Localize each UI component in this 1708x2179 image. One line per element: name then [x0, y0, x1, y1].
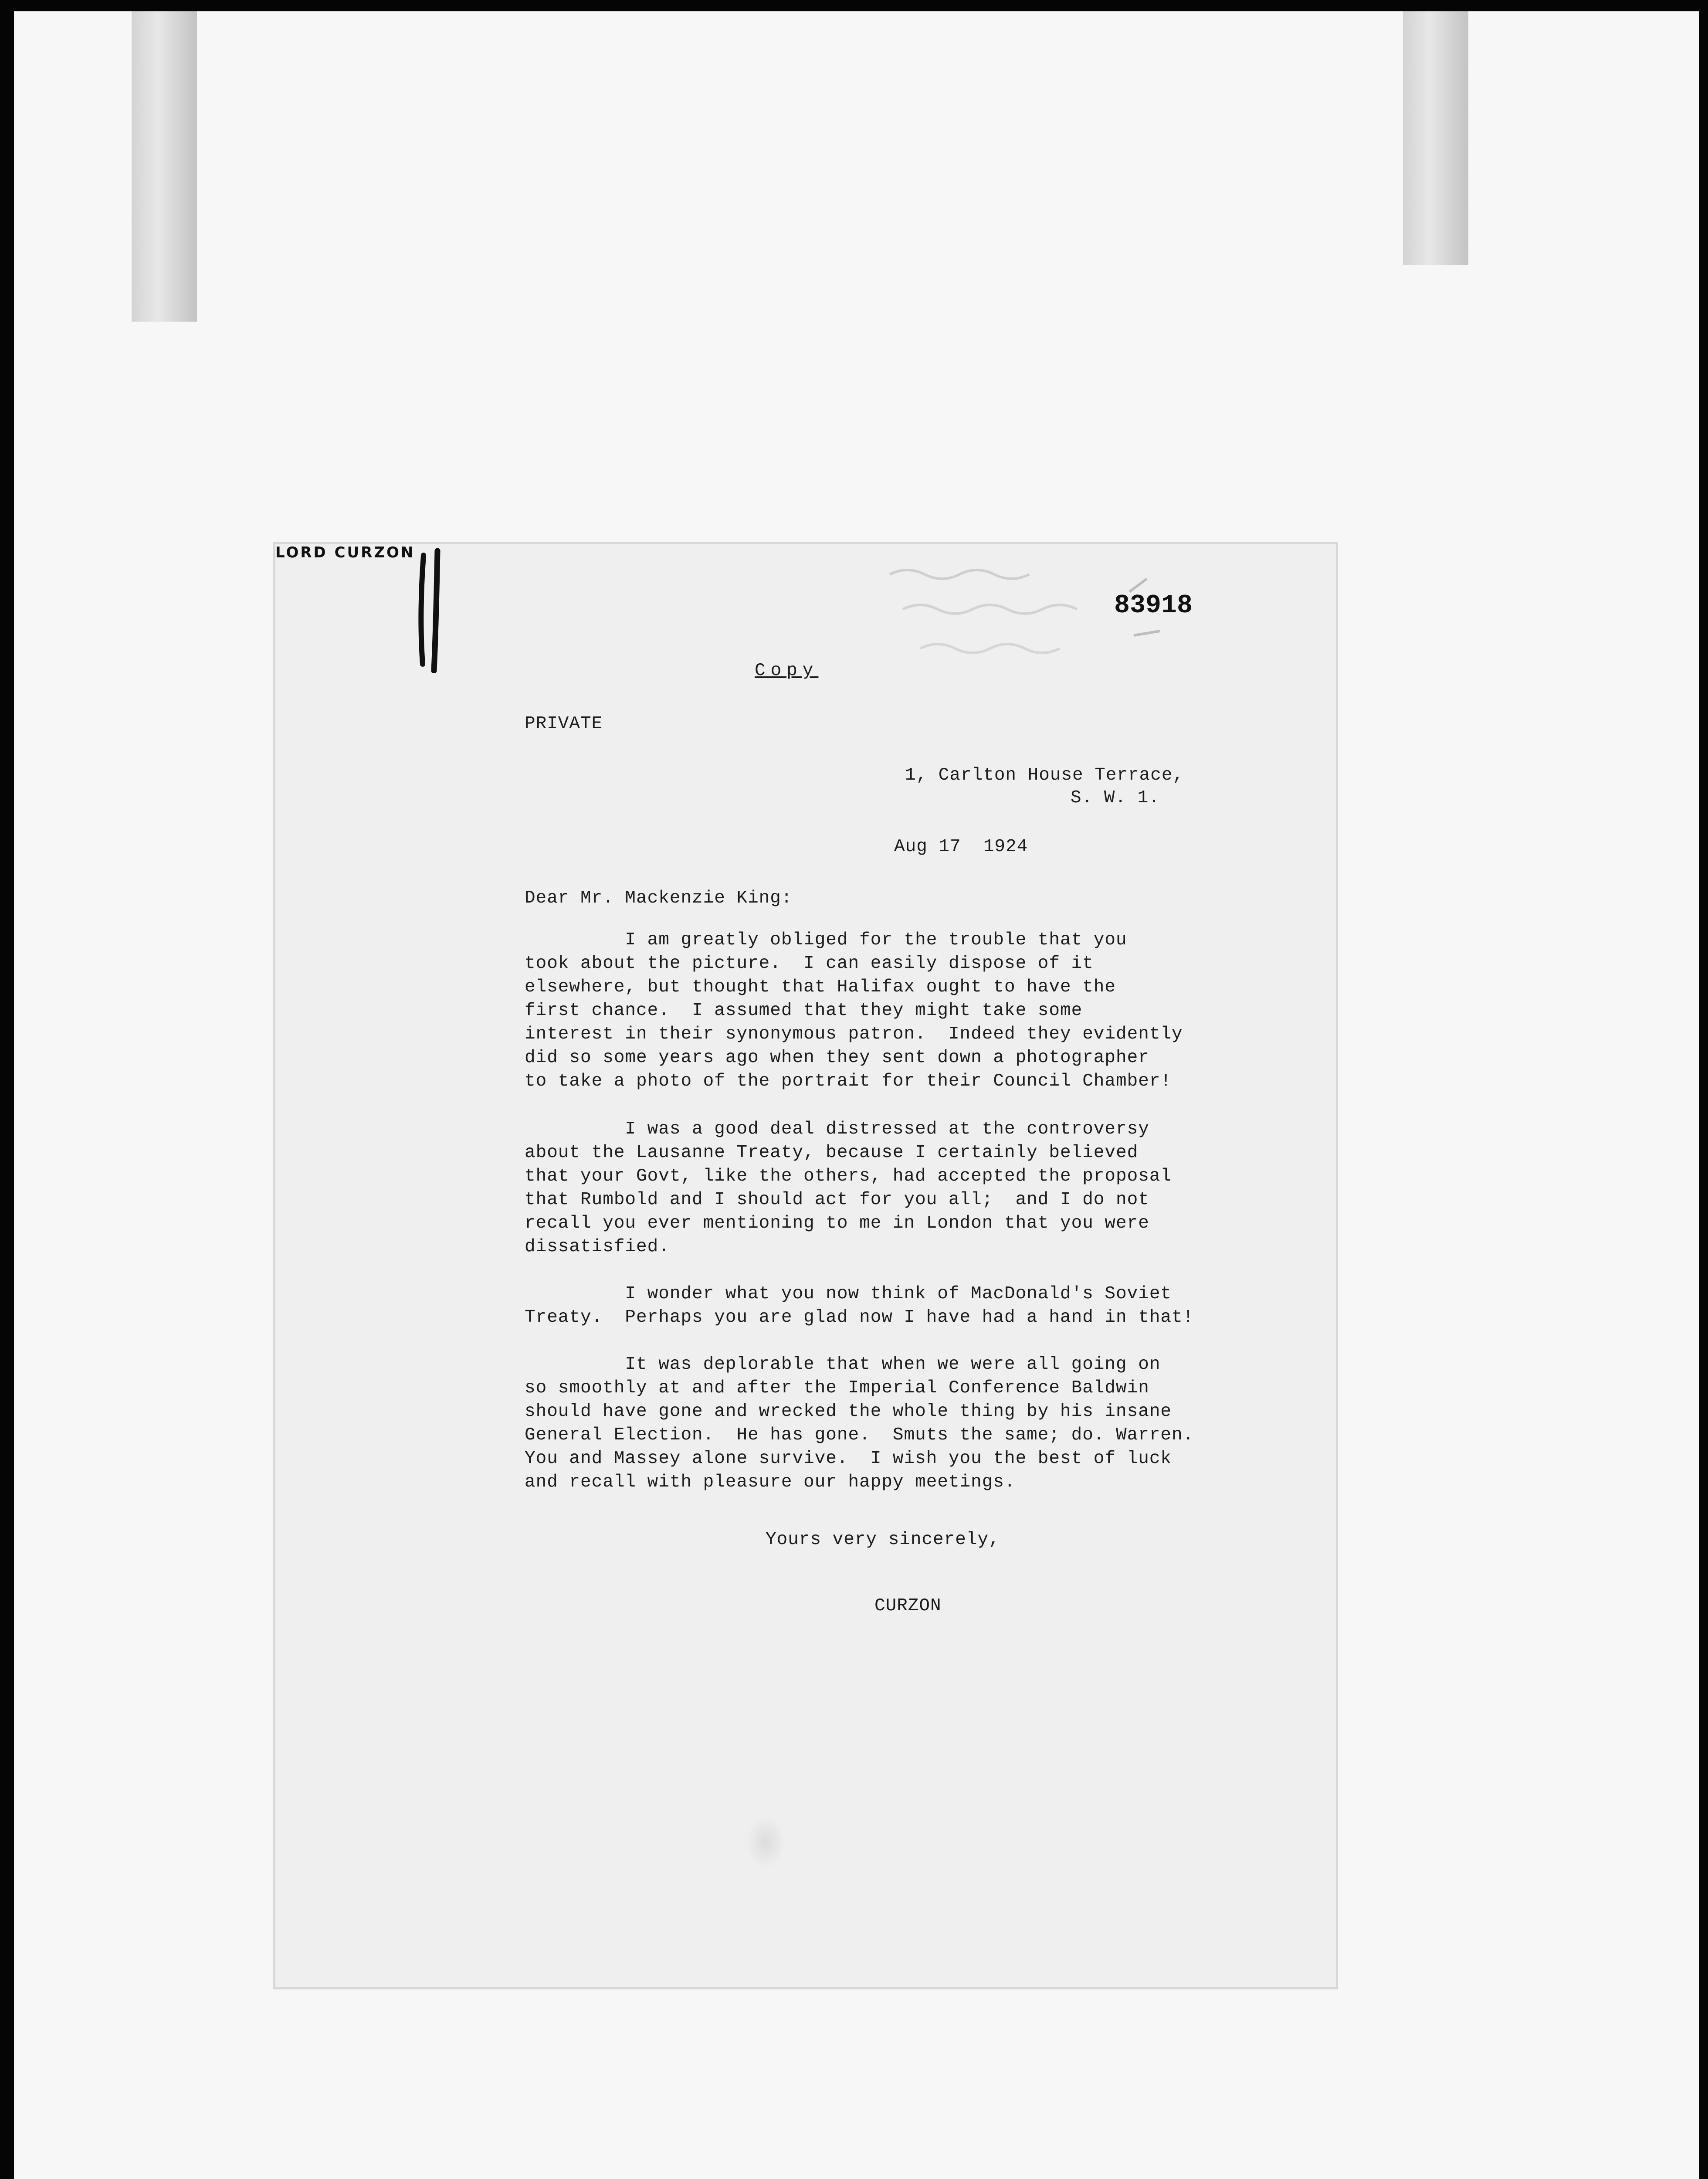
paragraph-line: dissatisfied. [525, 1237, 670, 1257]
paper-stain [746, 1816, 785, 1869]
closing: Yours very sincerely, [766, 1530, 1000, 1550]
paragraph-line: so smoothly at and after the Imperial Conference Baldwin [525, 1378, 1149, 1398]
pen-mark-icon [415, 546, 450, 673]
copy-label: Copy [755, 661, 819, 681]
paragraph-line: about the Lausanne Treaty, because I certainly believed [525, 1143, 1139, 1163]
paragraph-line: that your Govt, like the others, had accepted the proposal [525, 1166, 1172, 1186]
paragraph-line: did so some years ago when they sent down a photographer [525, 1048, 1149, 1068]
reference-number: 83918 [1114, 591, 1193, 621]
classification-label: PRIVATE [525, 714, 603, 734]
paragraph-line: took about the picture. I can easily dispose of it [525, 954, 1094, 974]
paragraph-line: should have gone and wrecked the whole thing by his insane [525, 1402, 1172, 1422]
paragraph-line: first chance. I assumed that they might take some [525, 1001, 1083, 1021]
faint-handwritten-note [885, 557, 1164, 705]
paragraph-line: General Election. He has gone. Smuts the same; do. Warren. [525, 1425, 1194, 1445]
paragraph-line: It was deplorable that when we were all going on [525, 1354, 1161, 1375]
paragraph-line: Treaty. Perhaps you are glad now I have had a hand in that! [525, 1307, 1194, 1327]
tape-top-right [1403, 11, 1468, 265]
address-line-2: S. W. 1. [1071, 788, 1160, 808]
typed-signature: CURZON [874, 1596, 942, 1616]
paragraph-3 [525, 1282, 1318, 1329]
paragraph-line: to take a photo of the portrait for their Council Chamber! [525, 1071, 1172, 1091]
paragraph-2 [525, 1117, 1318, 1259]
paragraph-line: You and Massey alone survive. I wish you the best of luck [525, 1449, 1172, 1469]
handwritten-signature: LORD CURZON [275, 544, 415, 561]
paragraph-line: I wonder what you now think of MacDonald's Soviet [525, 1284, 1172, 1304]
salutation: Dear Mr. Mackenzie King: [525, 888, 793, 908]
address-line-1: 1, Carlton House Terrace, [905, 765, 1184, 785]
paragraph-line: I am greatly obliged for the trouble that you [525, 930, 1127, 950]
letter-date: Aug 17 1924 [894, 837, 1028, 857]
paragraph-line: elsewhere, but thought that Halifax ought to have the [525, 977, 1116, 997]
paragraph-4 [525, 1353, 1318, 1494]
paragraph-line: recall you ever mentioning to me in London that you were [525, 1213, 1149, 1233]
mounting-sheet [14, 11, 1699, 2179]
tape-top-left [132, 11, 197, 322]
paragraph-line: that Rumbold and I should act for you all; and I do not [525, 1190, 1149, 1210]
paragraph-line: and recall with pleasure our happy meetings. [525, 1472, 1016, 1492]
paragraph-line: interest in their synonymous patron. Indeed they evidently [525, 1024, 1183, 1044]
letter-page [275, 544, 1336, 1987]
paragraph-1 [525, 928, 1318, 1093]
paragraph-line: I was a good deal distressed at the controversy [525, 1119, 1149, 1139]
